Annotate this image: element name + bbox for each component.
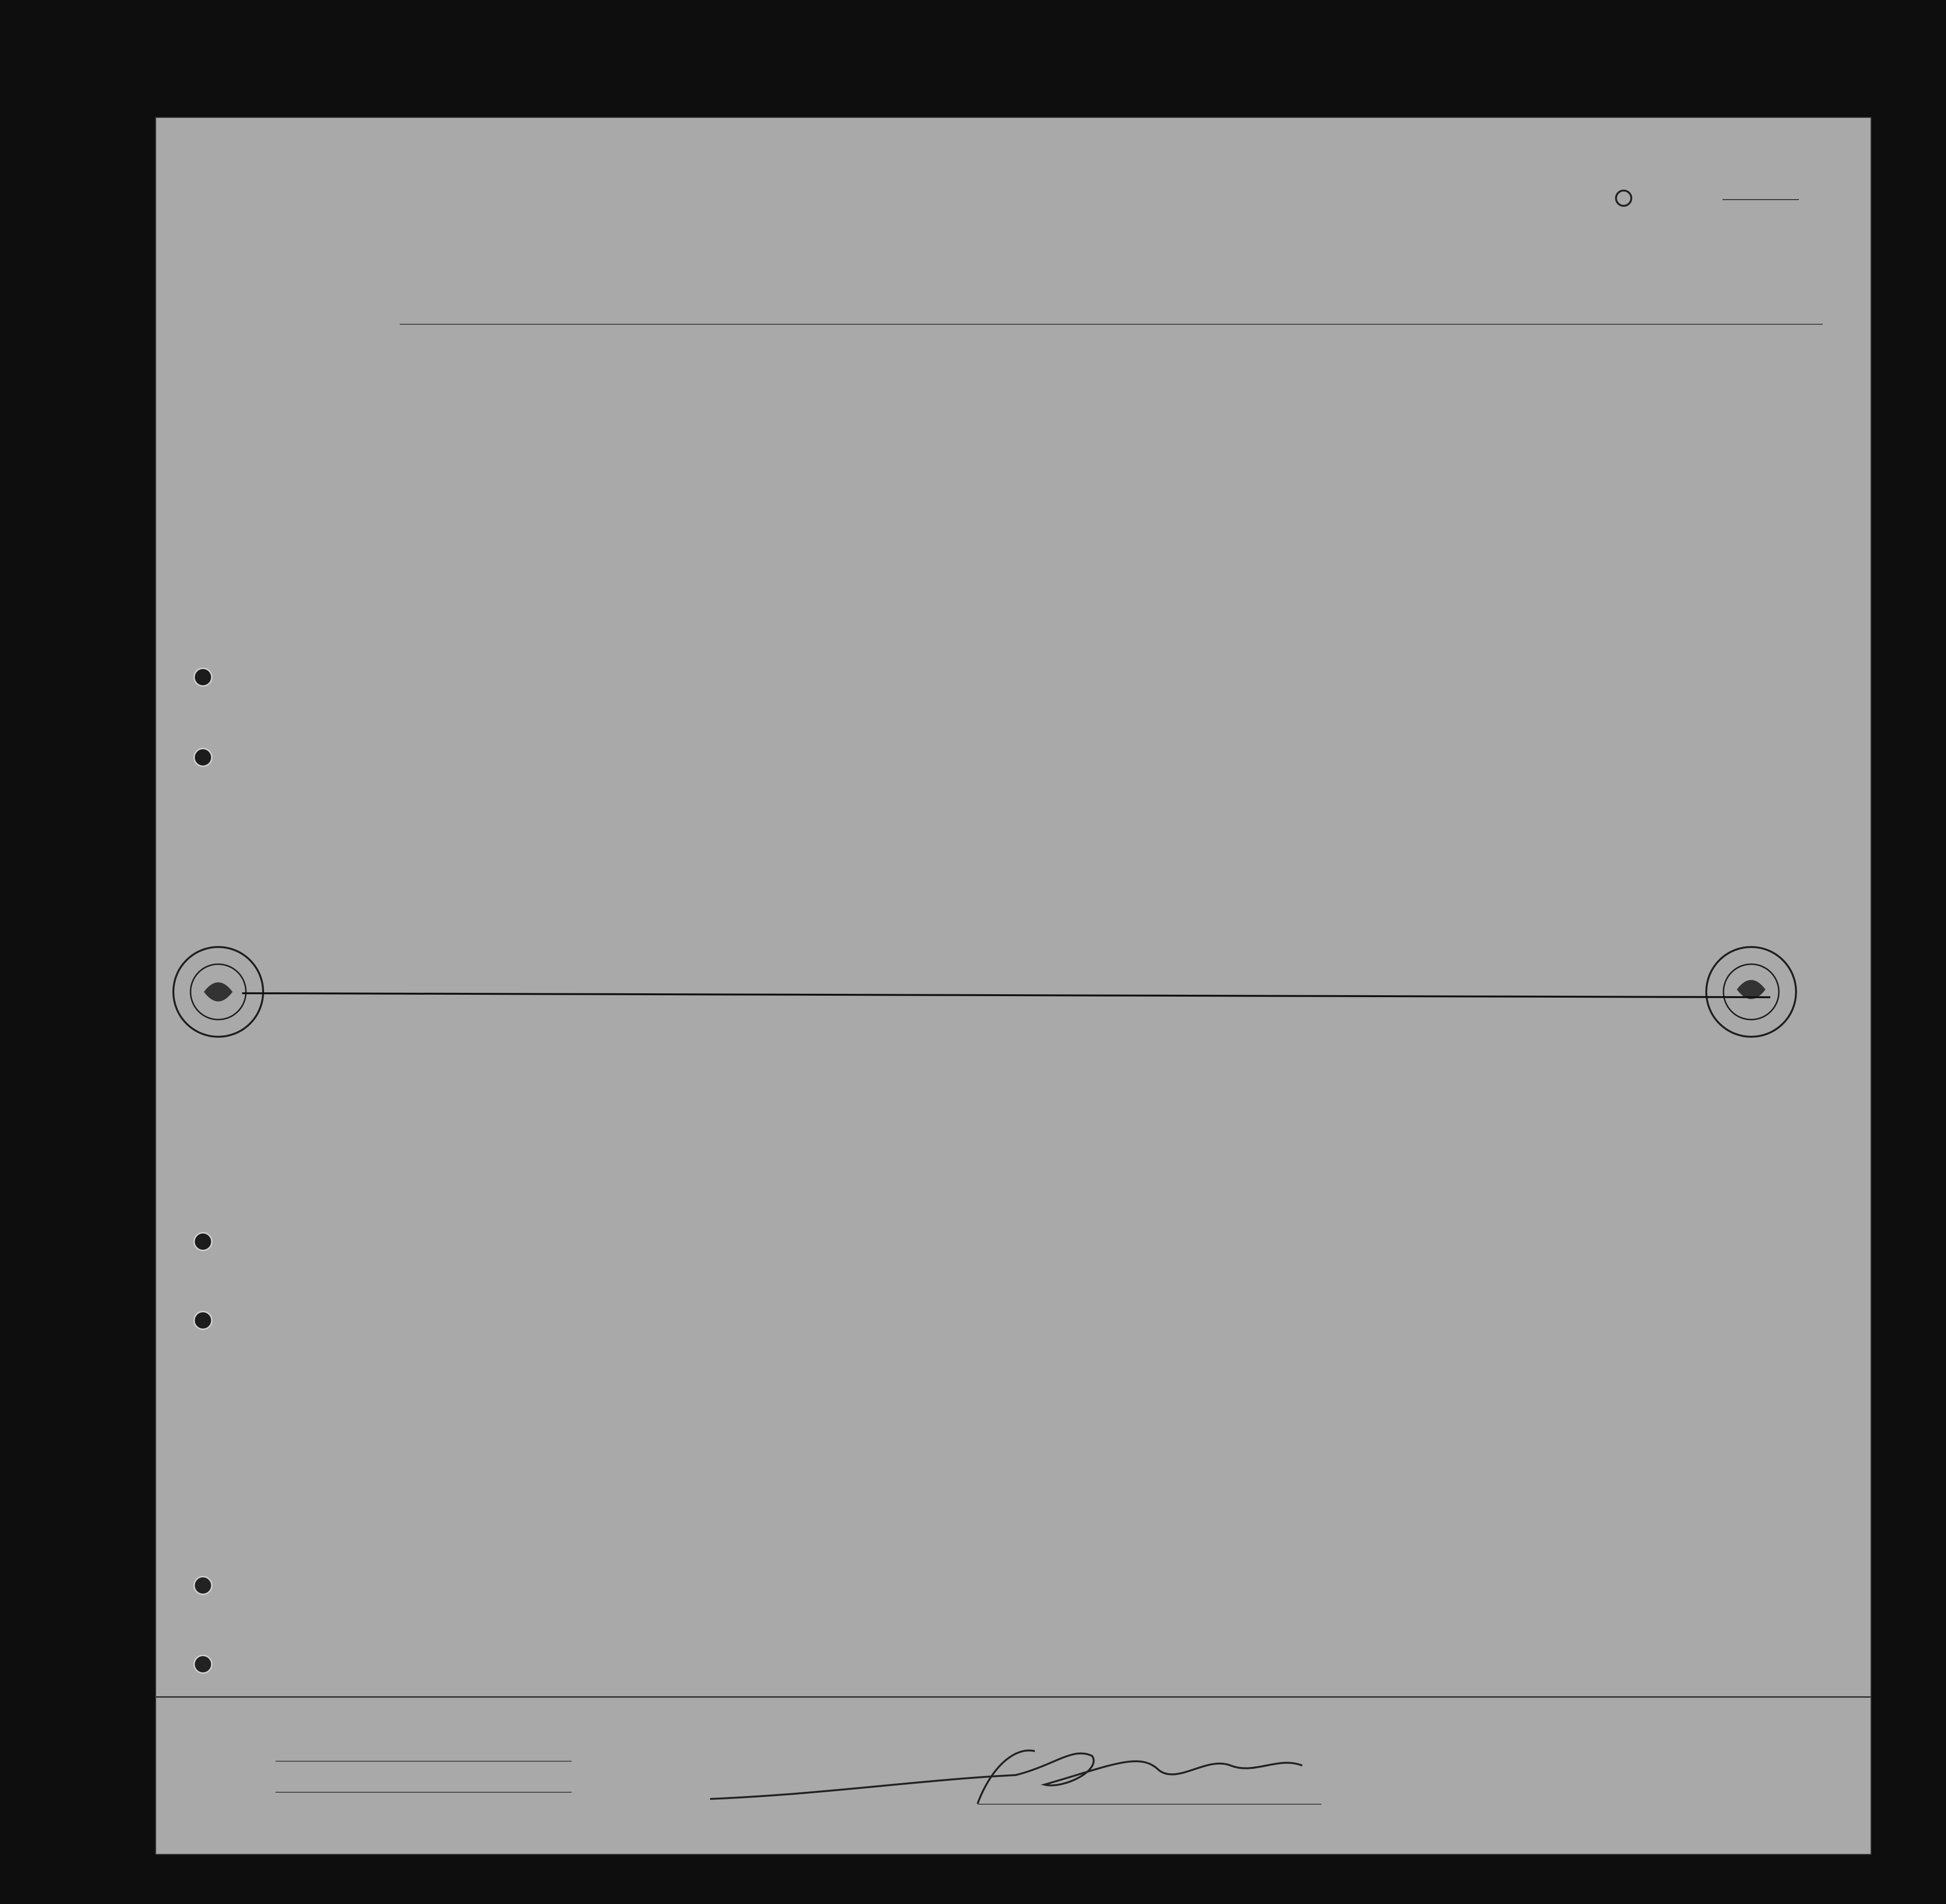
binder-hole	[193, 1232, 213, 1251]
binder-hole	[193, 1655, 213, 1674]
binder-hole	[193, 748, 213, 767]
manifest-sheet	[155, 117, 1872, 1855]
consulate-stamp-right	[1703, 944, 1799, 1040]
footer-divider	[156, 1696, 1871, 1698]
line-underline	[276, 1761, 572, 1762]
table-grid	[156, 118, 1871, 1854]
binder-hole	[193, 668, 213, 687]
inspector-signature	[681, 1737, 1350, 1823]
binder-hole	[193, 1576, 213, 1595]
owners-underline	[276, 1792, 572, 1793]
inspector-underline	[978, 1804, 1321, 1805]
binder-hole	[193, 1311, 213, 1330]
